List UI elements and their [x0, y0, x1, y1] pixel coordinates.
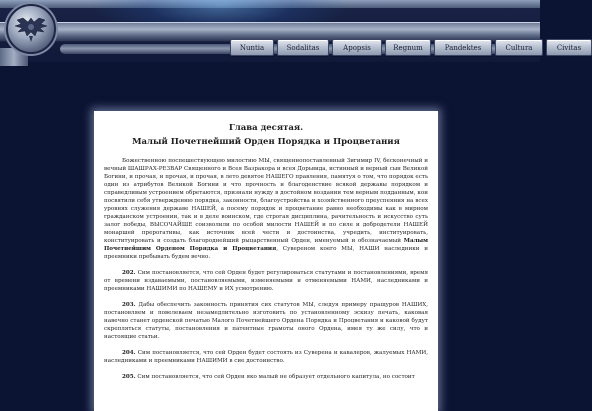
article-number: 205. [122, 374, 136, 380]
nav-regnum-button[interactable]: Regnum [385, 39, 431, 56]
order-title: Малый Почетнейший Орден Порядка и Процветания [132, 137, 400, 147]
article-202 [104, 269, 428, 293]
intro-paragraph [104, 157, 428, 261]
article-text: Сим постановляется, что сей Орден будет состоять из Суверена и кавалеров, жалуемых НАМИ, наследниками и преемниками НАШИМИ в сие достоинство. [104, 350, 429, 364]
article-number: 202. [122, 270, 136, 276]
double-headed-eagle-icon[interactable] [6, 4, 56, 54]
nav-apopsis-button[interactable]: Apopsis [332, 39, 382, 56]
document-page [94, 111, 438, 411]
article-203 [104, 301, 428, 341]
order-name-bold: Малым Почетнейшим Орденом Порядка и Процветания [104, 238, 428, 252]
article-text: Сим постановляется, что сей Орден яко малый не образует отдельного капитула, но состоит [137, 374, 415, 380]
main-nav [230, 39, 592, 57]
nav-sodalitas-button[interactable]: Sodalitas [277, 39, 329, 56]
article-204 [104, 349, 428, 365]
intro-text: Божественною поспешествующею милостию МЫ, священнопоставленный Зигимир IV, бесконечный и вечный ШАШРАХ-РЕЗВАР Священного и Всея Вазракора и всея Дорьвида, истинный и верный сын Великой Богини, и прочая, и прочая, и прочая, в лето девятое НАШЕГО правления, памятуя о том, что порядок есть один из атрибутов Великой Богини и что прочность и благоденствие всякой державы порядком и справедливым устроением обретаются, признали нужду в достойном воздании тем верным подданным, кои посвятили себя утверждению порядка, законности, благоустройства и хозяйственного преуспеяния на всех уровнях служения державе НАШЕЙ, а посему порядок и процветание равно необходимы как в мирном гражданском устроении, так и в деле воинском, где строгая дисциплина, рачительность и искусство суть залог победы, ВЫСОЧАЙШЕ соизволили по особой милости НАШЕЙ и по силе и добродетели НАШЕЙ монаршей прерогативы, как источник всей чести и достоинства, учредить, институировать, конституировать и создать благороднейший рыцарственный Орден, именуемый и обозначаемый [104, 158, 428, 244]
article-number: 204. [122, 350, 136, 356]
nav-nuntia-button[interactable]: Nuntia [230, 39, 274, 56]
chapter-heading: Глава десятая. [228, 123, 304, 133]
article-number: 203. [122, 302, 136, 308]
nav-pandektes-button[interactable]: Pandektes [434, 39, 492, 56]
article-205 [104, 373, 428, 381]
article-text: Сим постановляется, что сей Орден будет регулироваться статутами и постановлениями, время от времени издаваемыми, постановляемыми, изменяемыми и отменяемыми НАМИ, наследниками и преемниками НАШИМИ по НАШЕМУ и ИХ усмотрению. [104, 270, 428, 292]
nav-cultura-button[interactable]: Cultura [495, 39, 543, 56]
article-text: Дабы обеспечить законность принятия сих статутов МЫ, следуя примеру пращуров НАШИХ, постановляем и повелеваем незамедлительно изготовить по установленному эскизу печать, каковая навечно станет орденской печатью Малого Почетнейшего Ордена Порядка и Процветания и каковой будут скрепляться статуты, постановления и патентные грамоты оного Ордена, имея ту же силу, что и настоящие статьи. [104, 302, 428, 340]
intro-text-end: , Сувереном коего МЫ, НАШИ наследники и преемники пребывать будем вечно. [104, 246, 428, 260]
nav-civitas-button[interactable]: Civitas [546, 39, 592, 56]
